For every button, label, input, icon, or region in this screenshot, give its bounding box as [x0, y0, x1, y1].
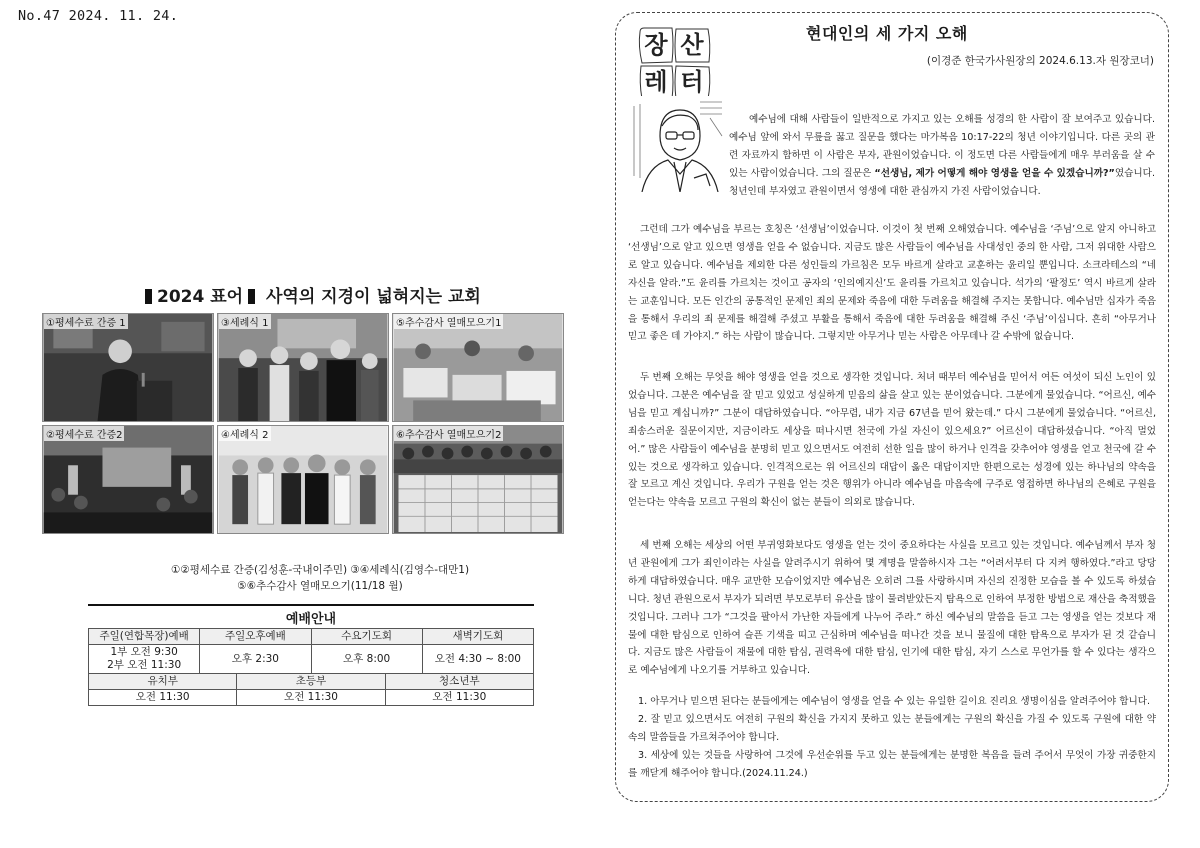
photo-caption: ③세례식 1 — [219, 314, 271, 329]
worship-schedule-title: 예배안내 — [88, 604, 534, 628]
author-portrait-illustration — [630, 96, 726, 192]
photo-caption: ⑥추수감사 열매모으기2 — [394, 426, 503, 441]
paragraph-second-misunderstanding: 두 번째 오해는 무엇을 해야 영생을 얻을 것으로 생각한 것입니다. 처녀 때부터 예수님을 믿어서 여든 여섯이 되신 노인이 있었습니다. 그분은 예수님을 잘 믿고 있었고 성실하게 믿음의 삶을 살고 있는 분이었습니다. 그분에게 물었습니다. “어르신, 예수님을 믿고 계십니까?” 그분이 대답하였습니다. “아무렴, 내가 지금 67년을 믿어 왔는데.” 다시 그분에게 물었습니다. “어르신, 죄송스러운 질문이지만, 지금이라도 세상을 떠나시면 천국에 가실 자신이 있으세요?” 어르신이 대답하셨습니다. “아직 멀었어.” 많은 사람들이 예수님을 분명히 믿고 있으면서도 여전히 선한 일을 많이 하거나 인격을 갖추어야 영생을 얻고 천국에 갈 수 있는 것으로 생각하고 있습니다. 인격적으로는 위 어르신의 대답이 옳은 대답이지만 한편으로는 성경에 있는 하나님의 약속을 잘 모르고 계신 것입니다. 우리가 구원을 얻는 것은 행위가 아니라 예수님을 마음속에 구주로 영접하면 하나님의 은혜로 구원을 얻는다는 약속을 모르고 구원의 확신이 없는 분들이 의외로 많습니다. — [628, 372, 1156, 509]
column-seal — [636, 26, 714, 102]
header-sunday-service: 주일(연합목장)예배 — [89, 629, 200, 645]
photo-testimony-1 — [42, 313, 214, 422]
article-intro — [729, 111, 1155, 201]
department-schedule-table — [88, 673, 534, 706]
value-dawn-prayer: 오전 4:30 ~ 8:00 — [422, 645, 533, 674]
photo-baptism-1 — [217, 313, 389, 422]
seal-char-3: 레 — [644, 68, 668, 96]
photo-thanksgiving-2 — [392, 425, 564, 534]
photo-thanksgiving-2-image — [393, 426, 563, 533]
conclusion-item: 3. 세상에 있는 것들을 사랑하여 그것에 우선순위를 두고 있는 분들에게는 분명한 복음을 들려 주어서 무엇이 가장 귀중한지를 깨닫게 해주어야 합니다.(2024.11.24.) — [628, 749, 1156, 779]
worship-schedule-table — [88, 628, 534, 674]
conclusion-item: 1. 아무거나 믿으면 된다는 분들에게는 예수님이 영생을 얻을 수 있는 유일한 길이요 진리요 생명이심을 알려주어야 합니다. — [638, 696, 1151, 707]
seal-char-1: 장 — [644, 31, 668, 59]
photo-caption: ⑤추수감사 열매모으기1 — [394, 314, 503, 329]
value-kindergarten: 오전 11:30 — [89, 690, 237, 706]
header-wednesday-prayer: 수요기도회 — [311, 629, 422, 645]
seal-char-2: 산 — [680, 31, 704, 59]
caption-line-2: ⑤⑥추수감사 열매모으기(11/18 월) — [237, 580, 403, 592]
photo-caption: ②평세수료 간증2 — [44, 426, 124, 441]
photo-testimony-1-image — [43, 314, 213, 421]
photo-testimony-2 — [42, 425, 214, 534]
photo-thanksgiving-1-image — [393, 314, 563, 421]
value-wednesday-prayer: 오후 8:00 — [311, 645, 422, 674]
photo-baptism-1-image — [218, 314, 388, 421]
motto-label: 2024 표어 — [157, 287, 244, 307]
paragraph-first-misunderstanding: 그런데 그가 예수님을 부르는 호칭은 ‘선생님’이었습니다. 이것이 첫 번째 오해였습니다. 예수님을 ‘주님’으로 알지 아니하고 ‘선생님’으로 알고 있으면 영생을 얻을 수 없습니다. 지금도 많은 사람들이 예수님을 사대성인 중의 한 사람, 그저 위대한 사람으로 알고 있습니다. 예수님을 제외한 다른 성인들의 가르침은 모두 바르게 살라고 교훈하는 윤리일 뿐입니다. 소크라테스의 “네 자신을 알라.”도 윤리를 가르치는 것이고 공자의 ‘인의예지신’도 윤리를 가르치고 있습니다. 석가의 ‘팔정도’ 역시 바르게 살라는 교훈입니다. 모든 인간의 공통적인 문제인 죄의 문제와 죽음에 대한 두려움을 해결해 주지는 못합니다. 예수님만 십자가 죽음을 통해서 우리의 죄 문제를 해결해 주셨고 부활을 통해서 죽음에 대한 두려움을 해결해 주신 ‘주님’이십니다. 흔히 “아무거나 믿고 좋은 데 가야지.” 하는 사람이 많습니다. 그렇지만 아무거나 믿는 사람은 아무데나 갈 수밖에 없습니다. — [628, 224, 1156, 343]
banner-mark-left — [145, 289, 152, 304]
value-elementary: 오전 11:30 — [237, 690, 385, 706]
column-article — [615, 12, 1169, 802]
header-sunday-afternoon: 주일오후예배 — [200, 629, 311, 645]
header-kindergarten: 유치부 — [89, 674, 237, 690]
paragraph-third-misunderstanding: 세 번째 오해는 세상의 어떤 부귀영화보다도 영생을 얻는 것이 중요하다는 사실을 모르고 있는 것입니다. 예수님께서 부자 청년 관원에게 그가 죄인이라는 사실을 알려주시기 위하여 몇 계명을 말씀하시자 그는 “어려서부터 다 지켜 행하였다.”라고 당당하게 대답하였습니다. 매우 교만한 모습이었지만 예수님은 오히려 그를 사랑하시며 자신의 진정한 모습을 볼 수 있도록 하셨습니다. 청년 관원으로서 부자가 되려면 부모로부터 유산을 많이 물려받았든지 탐욕으로 인하여 부정한 방법으로 재산을 축적했을 것입니다. 그러나 그가 “그것을 팔아서 가난한 자들에게 나누어 주라.” 하신 예수님의 말씀을 듣고 그는 영생을 얻는 것보다 재물에 대한 탐심으로 인하여 슬픈 기색을 띠고 근심하며 예수님을 떠나간 것을 보니 물질에 대한 탐욕으로 부자가 된 것 같습니다. 지금도 많은 사람들이 재물에 대한 탐심, 권력욕에 대한 탐심, 인기에 대한 탐심, 자기 스스로 무언가를 할 수 있다는 생각으로 예수님에게 나오기를 거부하고 있습니다. — [628, 540, 1156, 677]
conclusion-item: 2. 잘 믿고 있으면서도 여전히 구원의 확신을 가지지 못하고 있는 분들에게는 구원의 확신을 가질 수 있도록 구원에 대한 약속의 말씀들을 가르쳐주어야 합니다. — [628, 713, 1156, 743]
banner-mark-right — [248, 289, 255, 304]
photo-thanksgiving-1 — [392, 313, 564, 422]
value-sunday-service — [89, 645, 200, 674]
motto-text: 사역의 지경이 넓혀지는 교회 — [266, 287, 481, 307]
intro-end: 였습니다. 청년인데 부자였고 관원이면서 영생에 대한 관심까지 가진 사람이었습니다. — [729, 168, 1155, 197]
photo-captions — [120, 562, 520, 594]
intro-text: 예수님에 대해 사람들이 일반적으로 가지고 있는 오해를 성경의 한 사람이 잘 보여주고 있습니다. 예수님 앞에 와서 무릎을 꿇고 질문을 했다는 마가복음 10:17-22의 청년 이야기입니다. 다른 곳의 관련 자료까지 합하면 이 사람은 부자, 관원이었습니다. 이 정도면 다른 사람들에게 매우 부러움을 살 수 있는 사람이었습니다. 그의 질문은 — [729, 114, 1155, 179]
intro-quote: “선생님, 제가 어떻게 해야 영생을 얻을 수 있겠습니까?” — [874, 168, 1115, 179]
photo-caption: ①평세수료 간증 1 — [44, 314, 128, 329]
article-conclusion — [628, 693, 1156, 783]
sunday-first-service: 1부 오전 9:30 — [110, 646, 178, 658]
seal-char-4: 터 — [680, 68, 704, 96]
photo-baptism-2-image — [218, 426, 388, 533]
header-dawn-prayer: 새벽기도회 — [422, 629, 533, 645]
value-sunday-afternoon: 오후 2:30 — [200, 645, 311, 674]
photo-testimony-2-image — [43, 426, 213, 533]
photo-grid — [42, 313, 564, 538]
header-elementary: 초등부 — [237, 674, 385, 690]
sunday-second-service: 2부 오전 11:30 — [107, 659, 182, 671]
caption-line-1: ①②평세수료 간증(김성훈-국내이주민) ③④세례식(김영수-대만1) — [170, 564, 470, 576]
issue-number: No.47 2024. 11. 24. — [18, 8, 179, 24]
header-youth: 청소년부 — [385, 674, 533, 690]
article-title: 현대인의 세 가지 오해 — [806, 24, 968, 43]
worship-schedule — [88, 604, 534, 706]
photo-baptism-2 — [217, 425, 389, 534]
photo-caption: ④세례식 2 — [219, 426, 271, 441]
church-motto-banner — [140, 282, 480, 307]
value-youth: 오전 11:30 — [385, 690, 533, 706]
article-source: (이경준 한국가사원장의 2024.6.13.자 원장코너) — [926, 55, 1154, 67]
